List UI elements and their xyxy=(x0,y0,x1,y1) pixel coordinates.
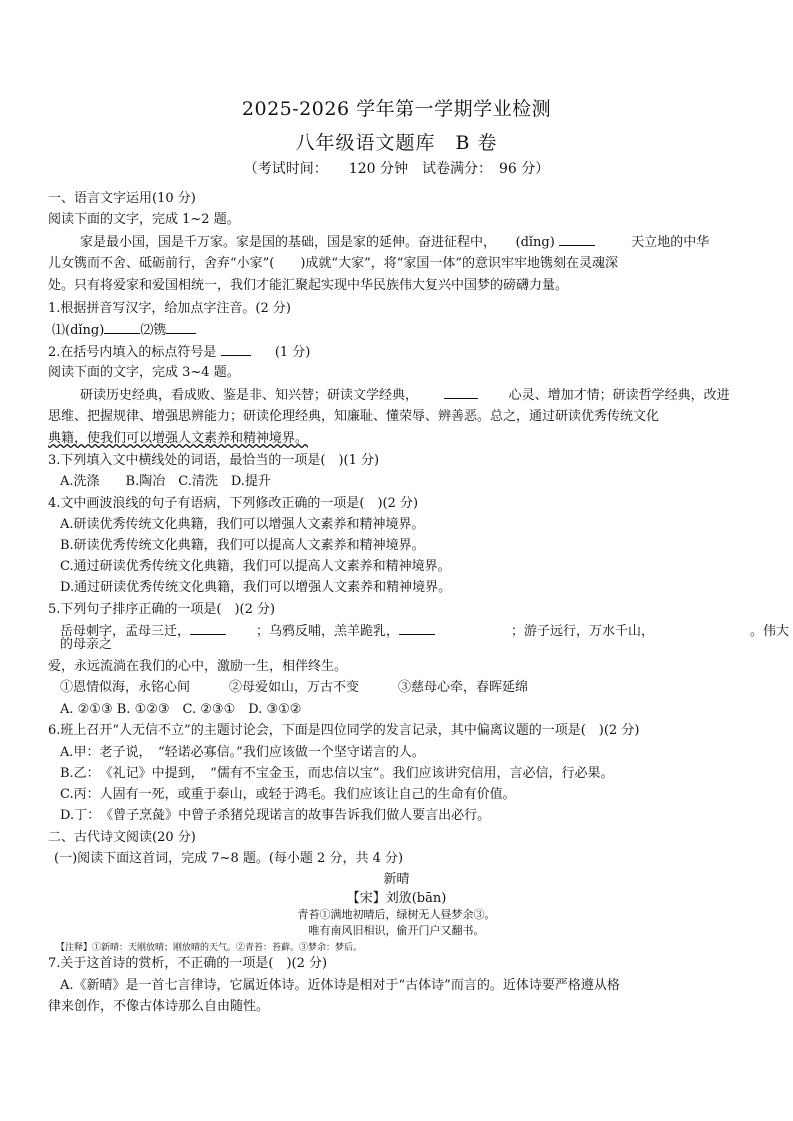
q5-sentence-line-2: 爱，永远流淌在我们的心中，激励一生，相伴终生。 xyxy=(48,659,348,674)
question-7: 7.关于这首诗的赏析，不正确的一项是( )(2 分) xyxy=(48,956,328,971)
q5-text-b: ；乌鸦反哺，羔羊跪乳， xyxy=(256,624,400,639)
poem-line-2: 唯有南风旧相识，偷开门户又翻书。 xyxy=(308,924,485,937)
passage-2-line-2: 思维、把握规律、增强思辨能力；研读伦理经典，知廉耻、懂荣辱、辨善恶。总之，通过研读优秀传统文化 xyxy=(48,409,660,424)
question-3-options: A.洗涤 B.陶冶 C.清洗 D.提升 xyxy=(60,474,271,489)
q2-points: (1 分) xyxy=(274,345,311,360)
q7-option-a-line-1: A.《新晴》是一首七言律诗，它属近体诗。近体诗是相对于“古体诗”而言的。近体诗要严格遵从格 xyxy=(60,978,620,993)
q4-option-c: C.通过研读优秀传统文化典籍，我们可以提高人文素养和精神境界。 xyxy=(60,559,451,574)
q5-blank-2 xyxy=(399,622,435,635)
q2-text: 2.在括号内填入的标点符号是 xyxy=(48,345,217,360)
question-6: 6.班上召开“人无信不立”的主题讨论会，下面是四位同学的发言记录，其中偏离议题的一项是( )(2 分) xyxy=(48,723,640,738)
passage-2-line-3 xyxy=(48,430,308,448)
q5-text-d: 。伟大 xyxy=(750,624,790,639)
poem-title: 新晴 xyxy=(383,872,410,887)
exam-info: （考试时间： 120 分钟 试卷满分： 96 分） xyxy=(243,161,550,177)
question-2 xyxy=(48,343,310,362)
q1-part-a: ⑴(dǐng) xyxy=(52,323,105,338)
read-instruction-1-2: 阅读下面的文字，完成 1~2 题。 xyxy=(48,212,240,227)
passage-2-blank xyxy=(444,386,478,399)
q6-option-a: A.甲：老子说， “轻诺必寡信。”我们应该做一个坚守诺言的人。 xyxy=(60,745,425,760)
wavy-sentence: 典籍，使我们可以增强人文素养和精神境界。 xyxy=(48,431,309,446)
q5-sentence-line-1b: 的母亲之 xyxy=(60,637,113,652)
exam-subtitle: 八年级语文题库 B 卷 xyxy=(295,132,498,154)
q4-option-a: A.研读优秀传统文化典籍，我们可以增强人文素养和精神境界。 xyxy=(60,517,425,532)
q5-text-c: ；游子远行，万水千山， xyxy=(511,624,655,639)
section-2-heading: 二、古代诗文阅读(20 分) xyxy=(48,830,196,845)
poem-notes: 【注释】①新晴：天刚放晴；刚放晴的天气。②青苔：苔藓。③梦余：梦后。 xyxy=(56,943,363,953)
poem-author: 【宋】刘攽(bān) xyxy=(346,891,447,906)
q5-text-a: 岳母刺字，孟母三迁， xyxy=(60,624,191,639)
passage-1-text-a: 家是最小国，国是千万家。家是国的基础，国是家的延伸。奋进征程中， (dǐng) xyxy=(80,235,555,250)
q4-option-d: D.通过研读优秀传统文化典籍，我们可以增强人文素养和精神境界。 xyxy=(60,580,452,595)
q1-blank-b xyxy=(166,321,196,334)
q1-part-b: ⑵镌 xyxy=(140,323,167,338)
q5-options: A. ②①③ B. ①②③ C. ②③① D. ③①② xyxy=(60,702,302,717)
q5-blank-1 xyxy=(190,622,226,635)
exam-title: 2025-2026 学年第一学期学业检测 xyxy=(241,98,552,120)
q5-items: ①恩情似海，永铭心间 ②母爱如山，万古不变 ③慈母心牵，春晖延绵 xyxy=(60,680,529,695)
passage-2-text-b: 心灵、增加才情；研读哲学经典，改进 xyxy=(508,388,730,403)
q4-option-b: B.研读优秀传统文化典籍，我们可以提高人文素养和精神境界。 xyxy=(60,538,425,553)
q7-option-a-line-2: 律来创作，不像古体诗那么自由随性。 xyxy=(48,999,270,1014)
q6-option-d: D.丁： 《曾子烹彘》中曾子杀猪兑现诺言的故事告诉我们做人要言出必行。 xyxy=(60,808,491,823)
q6-option-b: B.乙： 《礼记》中提到， “儒有不宝金玉，而忠信以宝”。我们应该讲究信用，言必信，行必果。 xyxy=(60,766,614,781)
q1-blank-a xyxy=(104,321,140,334)
blank-dǐng xyxy=(559,233,595,246)
passage-2-line-1 xyxy=(80,386,730,405)
subsection-1-heading: (一)阅读下面这首词，完成 7~8 题。(每小题 2 分，共 4 分) xyxy=(54,851,404,866)
q5-sentence-line-1 xyxy=(60,622,789,641)
passage-1-text-b: 天立地的中华 xyxy=(631,235,710,250)
question-1-blanks xyxy=(52,321,196,340)
section-1-heading: 一、语言文字运用(10 分) xyxy=(48,191,196,206)
passage-1-line-1 xyxy=(80,233,709,252)
question-5: 5.下列句子排序正确的一项是( )(2 分) xyxy=(48,602,276,617)
passage-2-text-a: 研读历史经典，看成败、鉴是非、知兴替；研读文学经典， xyxy=(80,388,419,403)
question-4: 4.文中画波浪线的句子有语病，下列修改正确的一项是( )(2 分) xyxy=(48,496,419,511)
q6-option-c: C.丙：人固有一死，或重于泰山，或轻于鸿毛。我们应该让自己的生命有价值。 xyxy=(60,787,516,802)
read-instruction-3-4: 阅读下面的文字，完成 3~4 题。 xyxy=(48,365,240,380)
passage-1-line-2: 儿女镌而不舍、砥砺前行，舍弃“小家”( )成就“大家”，将“家国一体”的意识牢牢地镌刻在灵魂深 xyxy=(48,256,619,271)
poem-line-1: 青苔①满地初晴后，绿树无人昼梦余③。 xyxy=(297,908,496,921)
question-3: 3.下列填入文中横线处的词语，最恰当的一项是( )(1 分) xyxy=(48,453,380,468)
q2-blank xyxy=(221,343,251,356)
passage-1-line-3: 处。只有将爱家和爱国相统一，我们才能汇聚起实现中华民族伟大复兴中国梦的磅礴力量。 xyxy=(48,278,569,293)
question-1: 1.根据拼音写汉字，给加点字注音。(2 分) xyxy=(48,301,291,316)
